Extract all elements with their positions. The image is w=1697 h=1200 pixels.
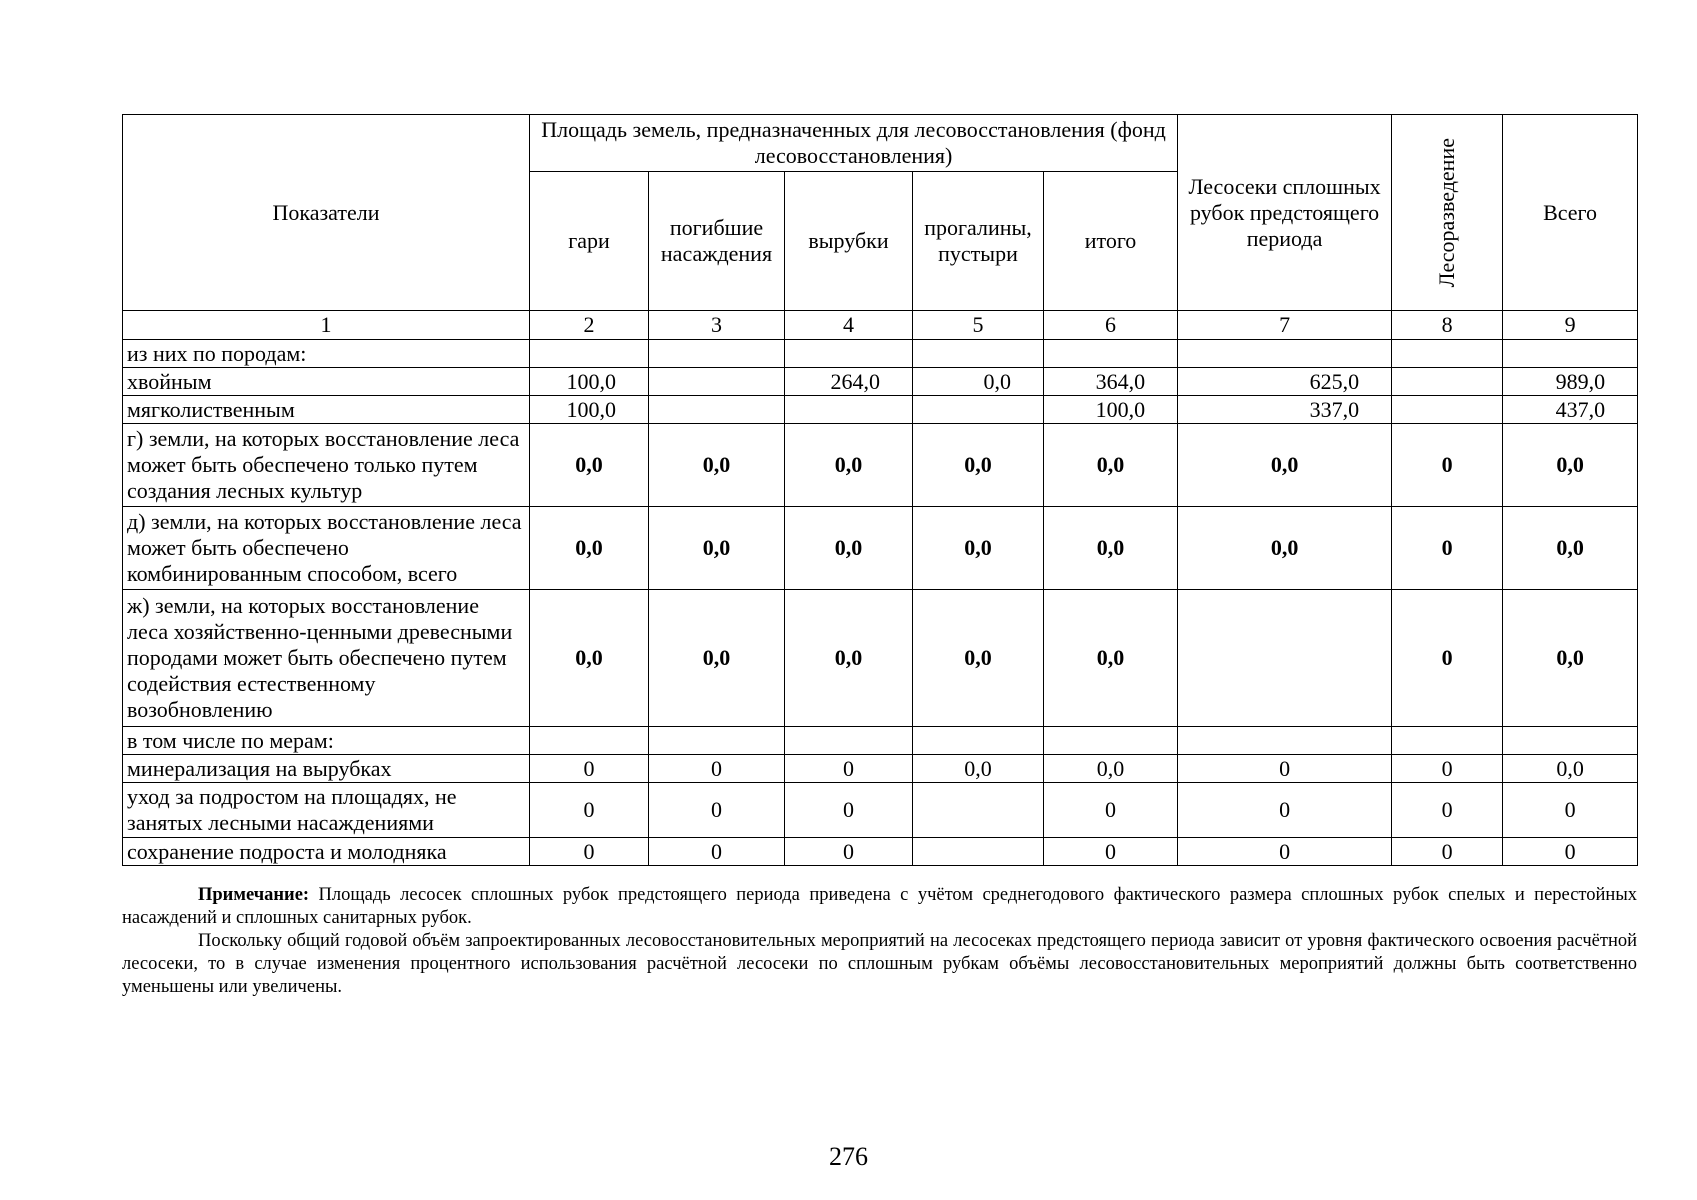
- column-number: 1: [123, 311, 530, 340]
- table-cell: 0: [530, 783, 649, 838]
- page-number: 276: [829, 1142, 868, 1171]
- table-cell: 0: [1503, 783, 1638, 838]
- table-cell: [1392, 368, 1503, 396]
- column-number: 8: [1392, 311, 1503, 340]
- table-cell: 0: [1178, 755, 1392, 783]
- header-afforestation: [1392, 115, 1503, 311]
- header-dead-stands: погибшие насаждения: [649, 172, 785, 311]
- table-row: [123, 727, 1638, 755]
- table-row: [123, 838, 1638, 866]
- table-cell: [649, 368, 785, 396]
- table-cell: 437,0: [1503, 396, 1638, 424]
- note-text-1: Площадь лесосек сплошных рубок предстоящего периода приведена с учётом среднегодового фактического размера сплошных рубок спелых и перестойных насаждений и сплошных санитарных рубок.: [122, 885, 1638, 928]
- table-cell: 0,0: [785, 507, 913, 590]
- table-cell: [1178, 590, 1392, 727]
- row-label: хвойным: [123, 368, 530, 396]
- table-cell: 0,0: [649, 507, 785, 590]
- table-cell: 0,0: [1503, 507, 1638, 590]
- table-cell: [1503, 727, 1638, 755]
- table-cell: 264,0: [785, 368, 913, 396]
- table-row: [123, 783, 1638, 838]
- table-cell: [913, 838, 1044, 866]
- table-cell: [530, 340, 649, 368]
- table-cell: [649, 727, 785, 755]
- header-clearcut: Лесосеки сплошных рубок предстоящего периода: [1178, 115, 1392, 311]
- row-label: из них по породам:: [123, 340, 530, 368]
- table-cell: 0: [1178, 783, 1392, 838]
- table-cell: 989,0: [1503, 368, 1638, 396]
- column-number: 7: [1178, 311, 1392, 340]
- table-row: [123, 396, 1638, 424]
- table-cell: 0: [1392, 590, 1503, 727]
- table-cell: 0,0: [530, 424, 649, 507]
- table-cell: 0,0: [1044, 507, 1178, 590]
- table-cell: 0: [1044, 783, 1178, 838]
- column-number: 2: [530, 311, 649, 340]
- table-cell: 0: [1044, 838, 1178, 866]
- header-indicators: Показатели: [123, 115, 530, 311]
- table-cell: 0: [649, 783, 785, 838]
- table-row: [123, 755, 1638, 783]
- table-cell: 0,0: [530, 590, 649, 727]
- header-afforestation-label: Лесоразведение: [1434, 137, 1460, 288]
- reforestation-table: [122, 114, 1638, 866]
- table-cell: 0: [1392, 507, 1503, 590]
- row-label: ж) земли, на которых восстановление леса хозяйственно-ценными древесными породами может быть обеспечено путем содействия естественному возобновлению: [123, 590, 530, 727]
- row-label: в том числе по мерам:: [123, 727, 530, 755]
- table-cell: 0,0: [1178, 507, 1392, 590]
- table-cell: [1392, 396, 1503, 424]
- table-cell: 0,0: [530, 507, 649, 590]
- header-cuttings: вырубки: [785, 172, 913, 311]
- row-label: сохранение подроста и молодняка: [123, 838, 530, 866]
- table-cell: [530, 727, 649, 755]
- table-cell: [1392, 727, 1503, 755]
- table-cell: 0,0: [649, 424, 785, 507]
- column-number: 3: [649, 311, 785, 340]
- row-label: мягколиственным: [123, 396, 530, 424]
- table-cell: 0,0: [785, 424, 913, 507]
- table-row: [123, 368, 1638, 396]
- note-paragraph-2: Поскольку общий годовой объём запроектированных лесовосстановительных мероприятий на лесосеках предстоящего периода зависит от уровня фактического освоения расчётной лесосеки, то в случае изменения процентного использования расчётной лесосеки по сплошным рубкам объёмы лесовосстановительных мероприятий должны быть соответственно уменьшены или увеличены.: [122, 931, 1637, 997]
- table-cell: 0: [1503, 838, 1638, 866]
- table-cell: 0,0: [1503, 590, 1638, 727]
- table-cell: 0: [649, 755, 785, 783]
- table-cell: 0,0: [1503, 424, 1638, 507]
- table-cell: 0: [1392, 424, 1503, 507]
- table-cell: [785, 340, 913, 368]
- column-number-row: [123, 311, 1638, 340]
- row-label: г) земли, на которых восстановление леса может быть обеспечено только путем создания лесных культур: [123, 424, 530, 507]
- table-cell: 0: [1392, 755, 1503, 783]
- table-cell: [649, 396, 785, 424]
- table-cell: 0,0: [913, 590, 1044, 727]
- table-cell: [913, 783, 1044, 838]
- header-glades: прогалины, пустыри: [913, 172, 1044, 311]
- column-number: 4: [785, 311, 913, 340]
- note-label: Примечание:: [198, 885, 310, 905]
- table-cell: 0,0: [913, 368, 1044, 396]
- table-cell: 0: [1178, 838, 1392, 866]
- table-cell: 0,0: [785, 590, 913, 727]
- table-cell: [913, 396, 1044, 424]
- table-cell: 0: [649, 838, 785, 866]
- table-cell: 364,0: [1044, 368, 1178, 396]
- table-row: [123, 424, 1638, 507]
- table-cell: 0,0: [1044, 755, 1178, 783]
- table-row: [123, 507, 1638, 590]
- table-cell: 0,0: [1044, 424, 1178, 507]
- table-cell: 0: [785, 838, 913, 866]
- table-cell: 0,0: [913, 755, 1044, 783]
- table-cell: 625,0: [1178, 368, 1392, 396]
- row-label: минерализация на вырубках: [123, 755, 530, 783]
- row-label: д) земли, на которых восстановление леса может быть обеспечено комбинированным способом, всего: [123, 507, 530, 590]
- reforestation-table-container: [122, 114, 1637, 866]
- table-cell: 0: [1392, 838, 1503, 866]
- table-cell: [1392, 340, 1503, 368]
- table-cell: [649, 340, 785, 368]
- column-number: 9: [1503, 311, 1638, 340]
- table-cell: 0,0: [1044, 590, 1178, 727]
- table-cell: 0: [785, 755, 913, 783]
- column-number: 5: [913, 311, 1044, 340]
- table-cell: 0,0: [913, 507, 1044, 590]
- table-cell: 0,0: [1178, 424, 1392, 507]
- header-gari: гари: [530, 172, 649, 311]
- table-cell: 0: [785, 783, 913, 838]
- table-cell: 100,0: [530, 368, 649, 396]
- header-area-group: Площадь земель, предназначенных для лесовосстановления (фонд лесовосстановления): [530, 115, 1178, 172]
- table-cell: [1178, 340, 1392, 368]
- row-label: уход за подростом на площадях, не занятых лесными насаждениями: [123, 783, 530, 838]
- table-cell: [1044, 340, 1178, 368]
- table-note: [122, 884, 1637, 999]
- header-grand-total: Всего: [1503, 115, 1638, 311]
- table-cell: 0: [530, 838, 649, 866]
- table-cell: [1044, 727, 1178, 755]
- table-cell: 100,0: [1044, 396, 1178, 424]
- table-cell: [785, 727, 913, 755]
- header-total-area: итого: [1044, 172, 1178, 311]
- table-cell: [785, 396, 913, 424]
- table-cell: [1503, 340, 1638, 368]
- table-cell: [1178, 727, 1392, 755]
- table-cell: 337,0: [1178, 396, 1392, 424]
- table-cell: 0: [530, 755, 649, 783]
- table-cell: [913, 340, 1044, 368]
- table-row: [123, 590, 1638, 727]
- table-cell: 0,0: [649, 590, 785, 727]
- note-paragraph-1: [122, 884, 1637, 930]
- table-cell: 100,0: [530, 396, 649, 424]
- column-number: 6: [1044, 311, 1178, 340]
- table-cell: 0,0: [913, 424, 1044, 507]
- table-cell: 0: [1392, 783, 1503, 838]
- table-row: [123, 340, 1638, 368]
- table-cell: 0,0: [1503, 755, 1638, 783]
- table-cell: [913, 727, 1044, 755]
